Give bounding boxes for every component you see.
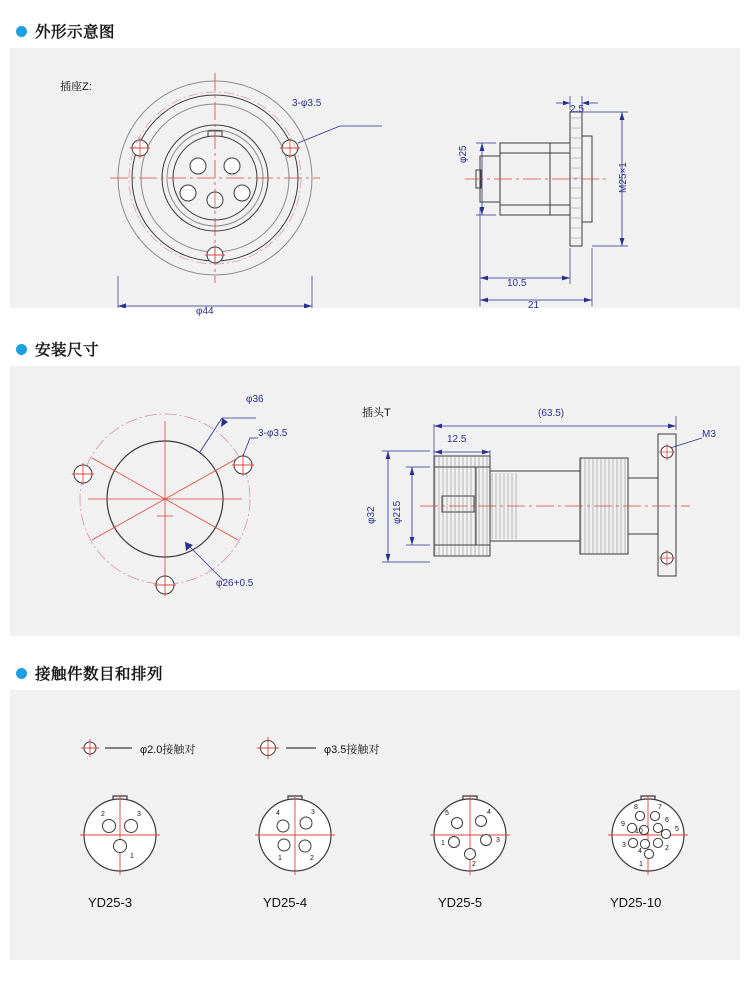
outline-drawing-svg [10, 48, 740, 308]
dim-hole-note-mounting: 3-φ3.5 [258, 428, 288, 439]
section-header-mounting [10, 338, 99, 360]
svg-text:4: 4 [487, 809, 491, 816]
dim-12-5: 12.5 [447, 434, 467, 445]
caption-yd25-5: YD25-5 [438, 895, 483, 910]
svg-text:1: 1 [441, 840, 445, 847]
svg-text:6: 6 [665, 817, 669, 824]
svg-text:3: 3 [311, 809, 315, 816]
svg-text:4: 4 [638, 848, 642, 855]
caption-yd25-10: YD25-10 [610, 895, 662, 910]
dim-hole-note-front: 3-φ3.5 [292, 98, 322, 109]
panel-contact-arrangements [10, 690, 740, 960]
panel-outline-drawing [10, 48, 740, 317]
dim-outer-dia: φ44 [196, 306, 214, 317]
legend-symbol-small [81, 739, 132, 757]
svg-text:3: 3 [622, 842, 626, 849]
dim-dia-32: φ32 [366, 506, 377, 524]
svg-text:5: 5 [445, 810, 449, 817]
arrangement-yd25-5 [430, 795, 510, 875]
svg-text:5: 5 [675, 826, 679, 833]
caption-yd25-3: YD25-3 [88, 895, 133, 910]
legend-label-large: φ3.5接触对 [324, 744, 380, 756]
dim-21: 21 [528, 300, 540, 311]
svg-text:3: 3 [496, 837, 500, 844]
svg-text:1: 1 [639, 861, 643, 868]
contact-arrangements-svg [10, 690, 740, 960]
bullet-icon [16, 26, 27, 37]
section-header-outline [10, 20, 115, 42]
svg-text:3: 3 [137, 811, 141, 818]
svg-text:9: 9 [621, 821, 625, 828]
panel-mounting-drawing [10, 366, 740, 636]
socket-label: 插座Z: [60, 81, 92, 93]
dim-10-5: 10.5 [507, 278, 527, 289]
bullet-icon [16, 668, 27, 679]
legend-label-small: φ2.0接触对 [140, 744, 196, 756]
bullet-icon [16, 344, 27, 355]
dim-total-length: (63.5) [538, 408, 565, 419]
svg-text:7: 7 [658, 804, 662, 811]
arrangement-yd25-10 [608, 795, 688, 875]
caption-yd25-4: YD25-4 [263, 895, 308, 910]
dim-body-dia: φ25 [458, 145, 469, 163]
svg-text:10: 10 [635, 828, 643, 835]
dim-bolt-circle: φ36 [246, 394, 264, 405]
svg-text:2: 2 [472, 861, 476, 868]
plug-label: 插头T [362, 407, 391, 419]
section-title-mounting: 安装尺寸 [35, 342, 100, 359]
section-title-contacts: 接触件数目和排列 [35, 666, 164, 683]
svg-text:2: 2 [101, 811, 105, 818]
dim-dia-215: φ215 [392, 500, 403, 524]
dim-flange-thickness: 2.5 [570, 104, 584, 115]
svg-text:1: 1 [278, 855, 282, 862]
svg-text:4: 4 [276, 810, 280, 817]
arrangement-yd25-3 [80, 795, 160, 875]
svg-text:2: 2 [665, 845, 669, 852]
legend-symbol-large [257, 737, 316, 759]
svg-text:2: 2 [310, 855, 314, 862]
section-header-contacts [10, 662, 163, 684]
section-title-outline: 外形示意图 [35, 24, 116, 41]
svg-text:1: 1 [130, 853, 134, 860]
svg-text:8: 8 [634, 804, 638, 811]
dim-thread: M25×1 [618, 162, 629, 193]
arrangement-yd25-4 [255, 795, 335, 875]
dim-cutout: φ26+0.5 [216, 578, 254, 589]
dim-thread-m3: M3 [702, 429, 716, 440]
